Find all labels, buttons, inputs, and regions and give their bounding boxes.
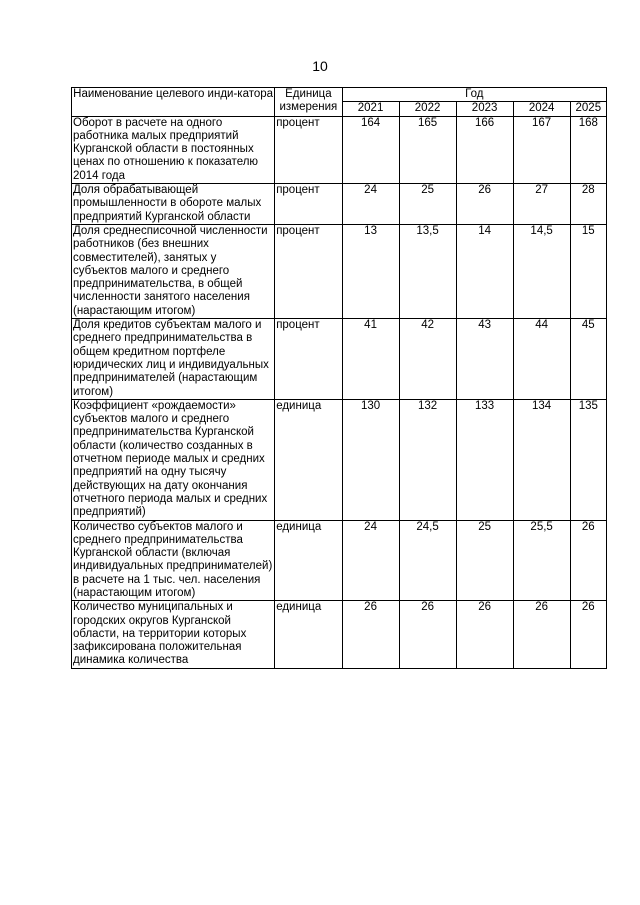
indicator-value: 165 — [399, 116, 456, 183]
indicator-name: Доля кредитов субъектам малого и среднего предпринимательства в общем кредитном портфеле юридических лиц и индивидуальных предпринимателей (нарастающим итогом) — [72, 319, 275, 400]
indicator-unit: единица — [275, 520, 342, 601]
indicator-value: 43 — [456, 319, 513, 400]
indicator-value: 14,5 — [513, 224, 570, 318]
header-year: 2025 — [570, 102, 606, 116]
indicator-value: 45 — [570, 319, 606, 400]
header-unit: Единица измерения — [275, 88, 342, 117]
header-indicator-name: Наименование целевого инди-катора — [72, 88, 275, 117]
table-row — [72, 520, 607, 601]
header-year: 2023 — [456, 102, 513, 116]
indicator-value: 26 — [570, 520, 606, 601]
indicator-unit: процент — [275, 224, 342, 318]
header-year: 2024 — [513, 102, 570, 116]
indicator-value: 166 — [456, 116, 513, 183]
indicator-unit: единица — [275, 399, 342, 520]
indicator-value: 25,5 — [513, 520, 570, 601]
indicator-name: Доля среднесписочной численности работников (без внешних совместителей), занятых у субъектов малого и среднего предпринимательства, в общей численности занятого населения (нарастающим итогом) — [72, 224, 275, 318]
indicator-value: 134 — [513, 399, 570, 520]
table-row — [72, 224, 607, 318]
indicators-table — [71, 87, 607, 669]
indicator-unit: процент — [275, 319, 342, 400]
indicator-value: 41 — [342, 319, 399, 400]
indicator-value: 26 — [570, 601, 606, 668]
indicator-value: 164 — [342, 116, 399, 183]
indicator-unit: процент — [275, 184, 342, 225]
indicator-value: 132 — [399, 399, 456, 520]
indicator-value: 133 — [456, 399, 513, 520]
indicator-value: 26 — [513, 601, 570, 668]
indicator-value: 13 — [342, 224, 399, 318]
indicator-value: 168 — [570, 116, 606, 183]
indicator-value: 24,5 — [399, 520, 456, 601]
indicator-value: 130 — [342, 399, 399, 520]
indicator-value: 26 — [456, 601, 513, 668]
indicator-unit: единица — [275, 601, 342, 668]
indicator-name: Количество муниципальных и городских округов Курганской области, на территории которых зафиксирована положительная динамика количества — [72, 601, 275, 668]
table-row — [72, 601, 607, 668]
header-year-group: Год — [342, 88, 606, 102]
table-row — [72, 184, 607, 225]
indicator-unit: процент — [275, 116, 342, 183]
indicator-value: 15 — [570, 224, 606, 318]
indicator-name: Количество субъектов малого и среднего предпринимательства Курганской области (включая индивидуальных предпринимателей) в расчете на 1 тыс. чел. населения (нарастающим итогом) — [72, 520, 275, 601]
indicator-value: 42 — [399, 319, 456, 400]
indicator-value: 24 — [342, 520, 399, 601]
header-row-top — [72, 88, 607, 102]
indicator-name: Оборот в расчете на одного работника малых предприятий Курганской области в постоянных ценах по отношению к показателю 2014 года — [72, 116, 275, 183]
table-row — [72, 399, 607, 520]
indicator-value: 44 — [513, 319, 570, 400]
indicator-name: Доля обрабатывающей промышленности в обороте малых предприятий Курганской области — [72, 184, 275, 225]
header-year: 2021 — [342, 102, 399, 116]
indicator-value: 14 — [456, 224, 513, 318]
table-row — [72, 319, 607, 400]
indicator-value: 167 — [513, 116, 570, 183]
indicator-value: 25 — [456, 520, 513, 601]
indicator-value: 25 — [399, 184, 456, 225]
indicator-value: 13,5 — [399, 224, 456, 318]
indicator-value: 26 — [456, 184, 513, 225]
indicator-value: 27 — [513, 184, 570, 225]
indicator-value: 135 — [570, 399, 606, 520]
table-row — [72, 116, 607, 183]
indicator-value: 26 — [342, 601, 399, 668]
indicator-value: 28 — [570, 184, 606, 225]
indicator-value: 26 — [399, 601, 456, 668]
header-year: 2022 — [399, 102, 456, 116]
page-number: 10 — [312, 58, 328, 74]
indicator-name: Коэффициент «рождаемости» субъектов малого и среднего предпринимательства Курганской области (количество созданных в отчетном периоде малых и средних предприятий на одну тысячу действующих на дату окончания отчетного периода малых и средних предприятий) — [72, 399, 275, 520]
indicator-value: 24 — [342, 184, 399, 225]
